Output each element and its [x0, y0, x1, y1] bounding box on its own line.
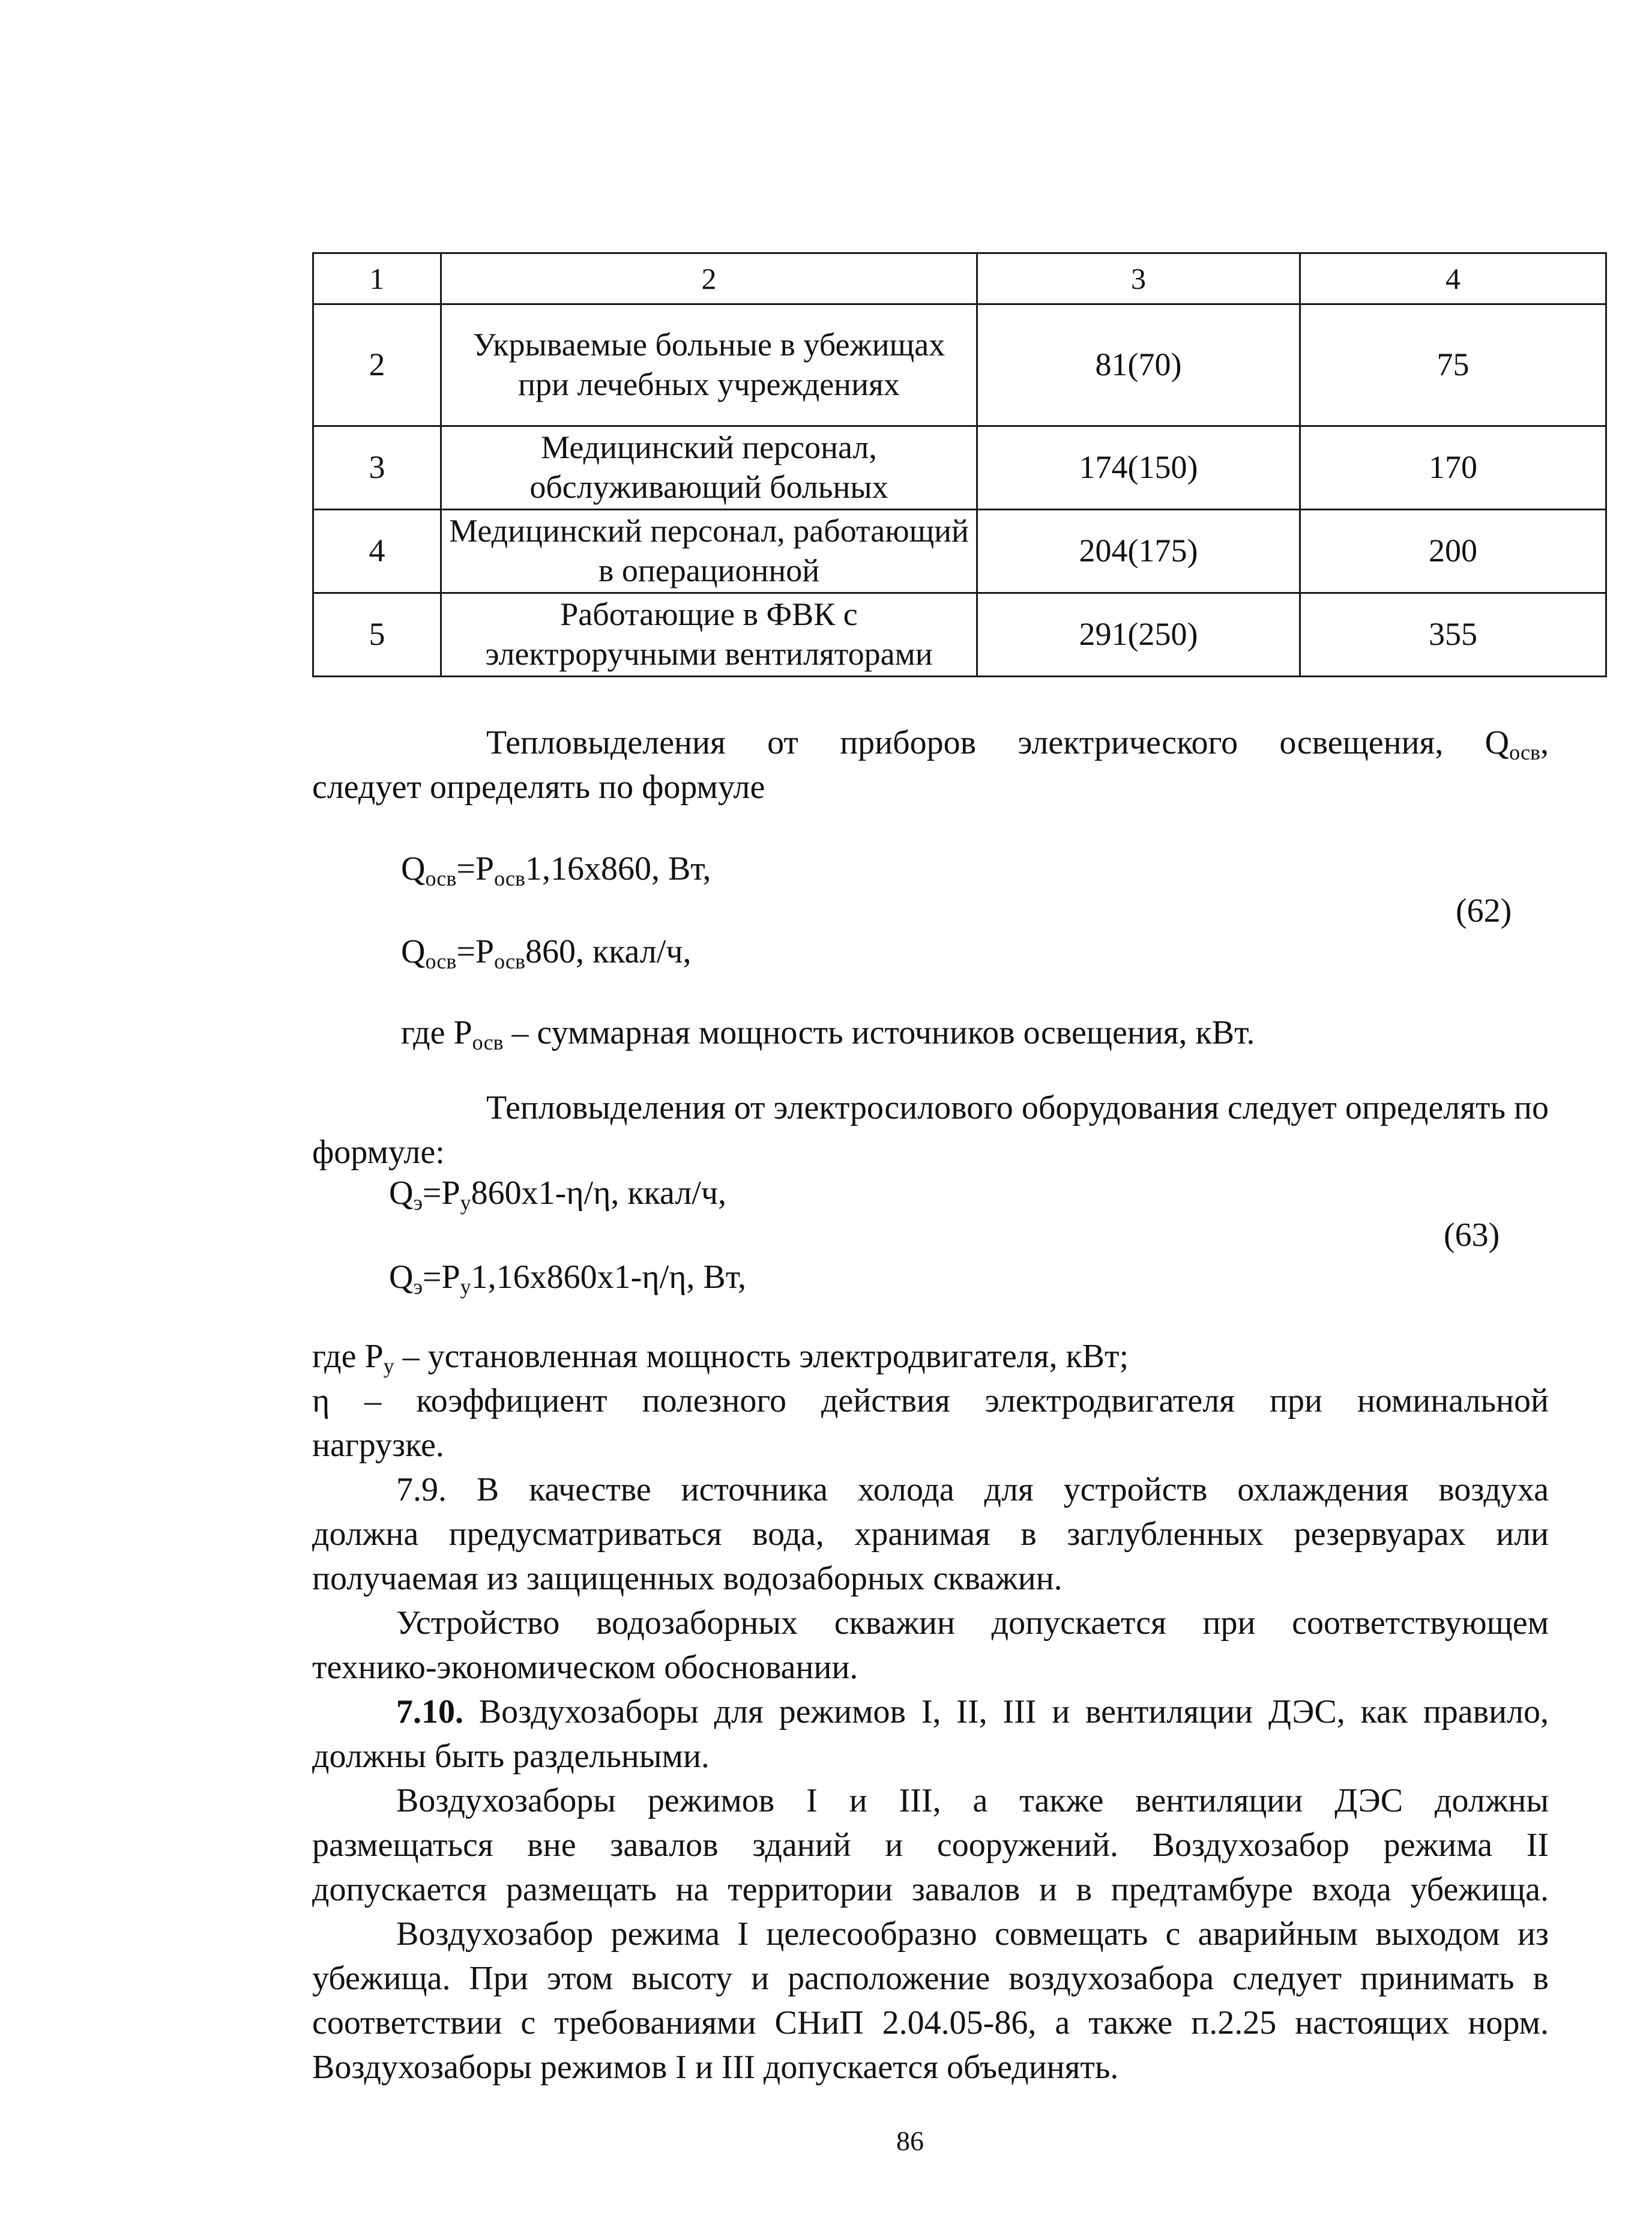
row-value-1: 204(175) [977, 510, 1300, 593]
row-number: 2 [313, 304, 441, 426]
section-7-9-line2: должна предусматриваться вода, хранимая в заглубленных резервуарах или [312, 1515, 1549, 1553]
row-number: 4 [313, 510, 441, 593]
heat-emission-table [312, 252, 1607, 677]
row-category: Медицинский персонал, работающий в операционной [441, 510, 977, 593]
header-cell: 1 [313, 253, 441, 304]
section-7-10-p3-line2: убежища. При этом высоту и расположение воздухозабора следует принимать в [312, 1960, 1549, 1997]
page-number: 86 [896, 2126, 924, 2156]
section-7-9-line3: получаемая из защищенных водозаборных скважин. [312, 1560, 1063, 1597]
formula-63-kcal: $Q_э=P_у860х1-\eta/\eta$, ккал/ч, [389, 1174, 726, 1215]
header-cell: 2 [441, 253, 977, 304]
row-value-1: 291(250) [977, 593, 1300, 677]
table-header-row [313, 253, 1606, 304]
section-7-10-line2: должны быть раздельными. [312, 1738, 710, 1775]
section-7-9-p2-line2: технико-экономическом обосновании. [312, 1649, 858, 1686]
power-definition: где $P_у$ – установленная мощность электродвигателя, кВт; [312, 1338, 1129, 1378]
equation-number-62: (62) [1456, 892, 1512, 929]
eta-definition-line1: η – коэффициент полезного действия электродвигателя при номинальной [312, 1382, 1549, 1419]
section-7-10-p2-line3: допускается размещать на территории завалов и в предтамбуре входа убежища. [312, 1871, 1549, 1908]
row-number: 5 [313, 593, 441, 677]
section-7-9-p2-line1: Устройство водозаборных скважин допускается при соответствующем [396, 1604, 1549, 1642]
formula-63-watts: $Q_э=P_у1,16х860х1-\eta/\eta$, Вт, [389, 1259, 747, 1299]
row-category: Работающие в ФВК с электроручными вентиляторами [441, 593, 977, 677]
row-value-2: 355 [1300, 593, 1606, 677]
eta-definition-line2: нагрузке. [312, 1427, 444, 1464]
power-intro-line2: формуле: [312, 1134, 445, 1171]
section-7-9-line1: 7.9. В качестве источника холода для устройств охлаждения воздуха [396, 1471, 1549, 1508]
row-category: Укрываемые больные в убежищах при лечебных учреждениях [441, 304, 977, 426]
section-7-10-p3-line1: Воздухозабор режима I целесообразно совмещать с аварийным выходом из [396, 1915, 1549, 1953]
lighting-intro-line1: Тепловыделения от приборов электрического освещения, $Q_{осв}$, [486, 724, 1549, 764]
section-7-10-p3-line3: соответствии с требованиями СНиП 2.04.05-86, а также п.2.25 настоящих норм. [312, 2004, 1549, 2041]
header-cell: 4 [1300, 253, 1606, 304]
row-category: Медицинский персонал, обслуживающий больных [441, 426, 977, 510]
section-7-10-p2-line1: Воздухозаборы режимов I и III, а также вентиляции ДЭС должны [396, 1782, 1549, 1819]
row-value-2: 75 [1300, 304, 1606, 426]
lighting-intro-line2: следует определять по формуле [312, 769, 765, 806]
row-value-1: 81(70) [977, 304, 1300, 426]
header-cell: 3 [977, 253, 1300, 304]
table-row [313, 304, 1606, 426]
row-number: 3 [313, 426, 441, 510]
section-7-10-line1: 7.10. Воздухозаборы для режимов I, II, III и вентиляции ДЭС, как правило, [396, 1693, 1549, 1730]
row-value-1: 174(150) [977, 426, 1300, 510]
table-row [313, 426, 1606, 510]
table-row [313, 510, 1606, 593]
section-number: 7.10. [396, 1693, 463, 1730]
row-value-2: 170 [1300, 426, 1606, 510]
lighting-definition: где $P_{осв}$ – суммарная мощность источников освещения, кВт. [401, 1014, 1255, 1054]
row-value-2: 200 [1300, 510, 1606, 593]
section-7-10-p2-line2: размещаться вне завалов зданий и сооружений. Воздухозабор режима II [312, 1827, 1549, 1864]
power-intro-line1: Тепловыделения от электросилового оборудования следует определять по [486, 1089, 1549, 1126]
equation-number-63: (63) [1444, 1216, 1500, 1254]
section-7-10-p3-line4: Воздухозаборы режимов I и III допускается объединять. [312, 2049, 1119, 2086]
formula-62-kcal: $Q_{осв}=P_{осв}860$, ккал/ч, [401, 933, 692, 973]
formula-62-watts: $Q_{осв}=P_{осв}1,16х860$, Вт, [401, 850, 711, 890]
table-row [313, 593, 1606, 677]
